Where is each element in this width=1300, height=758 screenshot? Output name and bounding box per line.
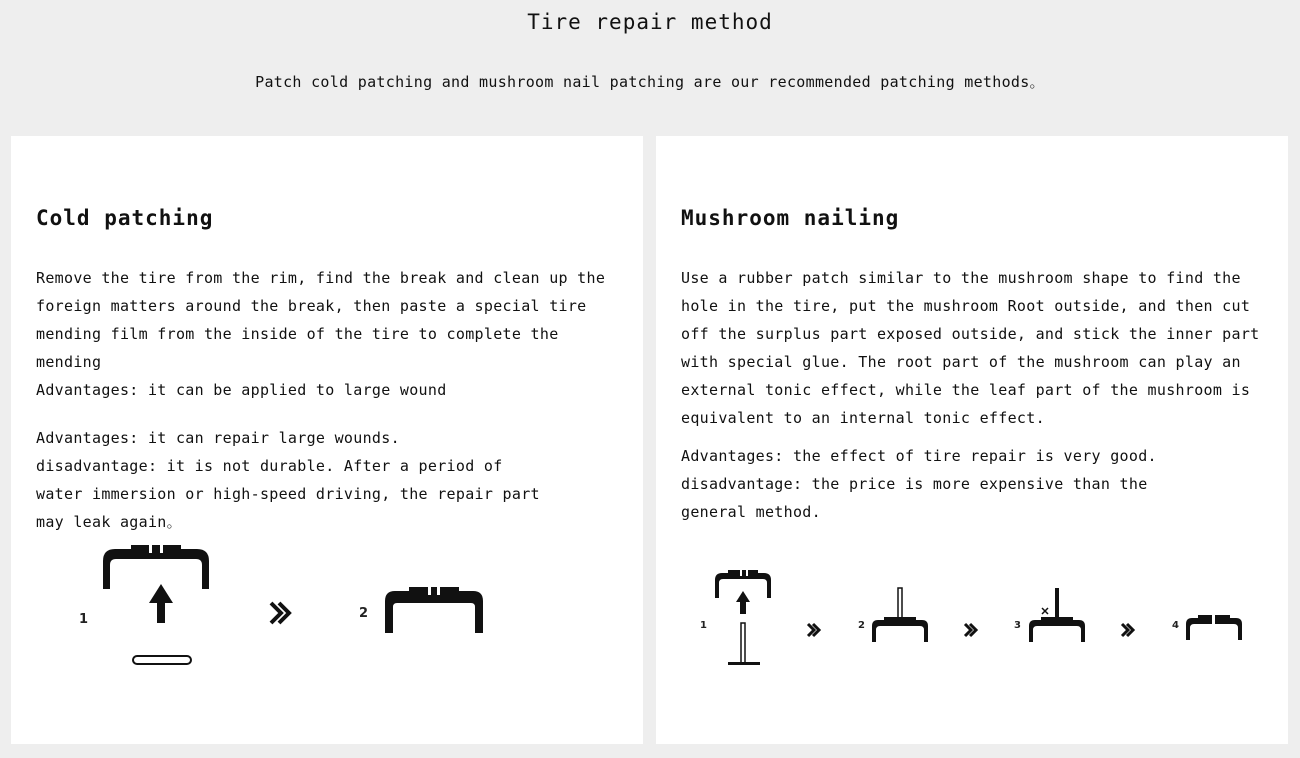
mushroom-nailing-diagram — [696, 566, 1256, 671]
mushroom-step-2-number: 2 — [858, 620, 865, 631]
cold-patching-disadvantage: disadvantage: it is not durable. After a period of water immersion or high-speed driving, the repair part may leak again。 — [36, 457, 540, 531]
mushroom-step-1-number: 1 — [700, 620, 707, 631]
mushroom-nailing-description: Use a rubber patch similar to the mushroom shape to find the hole in the tire, put the mushroom Root outside, and then cut off the surplus part exposed outside, and stick the inner part with special glue. The root part of the mushroom can play an external tonic effect, while the leaf part of the mushroom is equivalent to an internal tonic effect. — [681, 269, 1260, 427]
mushroom-nailing-advantages: Advantages: the effect of tire repair is very good. — [681, 447, 1157, 465]
up-arrow-icon — [736, 591, 750, 614]
mushroom-nailing-title: Mushroom nailing — [681, 206, 900, 230]
double-chevron-right-icon — [965, 624, 976, 636]
patched-tire-icon — [385, 587, 483, 633]
cold-step-2-number: 2 — [359, 606, 369, 621]
mushroom-nail-icon — [728, 623, 760, 665]
mushroom-nailing-card — [656, 136, 1288, 744]
cold-step-1-number: 1 — [79, 612, 89, 627]
cold-patching-body — [36, 264, 626, 536]
cold-patching-advantages: Advantages: it can repair large wounds. — [36, 429, 400, 447]
double-chevron-right-icon — [271, 603, 289, 623]
page-subtitle: Patch cold patching and mushroom nail patching are our recommended patching methods。 — [255, 73, 1045, 91]
cut-nail-icon — [1029, 588, 1085, 642]
mushroom-nailing-disadvantage: disadvantage: the price is more expensive than the general method. — [681, 475, 1148, 521]
cold-patching-card — [11, 136, 643, 744]
cold-patching-description: Remove the tire from the rim, find the break and clean up the foreign matters around the break, then paste a special tire mending film from the inside of the tire to complete the mending Advantages: it can be applied to large wound — [36, 269, 606, 399]
double-chevron-right-icon — [808, 624, 819, 636]
mushroom-nailing-body — [681, 264, 1271, 526]
double-chevron-right-icon — [1122, 624, 1133, 636]
up-arrow-icon — [149, 584, 173, 623]
tire-section-icon — [103, 545, 209, 589]
mushroom-step-4-number: 4 — [1172, 620, 1179, 631]
nail-in-tire-icon — [872, 588, 928, 642]
patch-film-icon — [133, 656, 191, 664]
cold-patching-diagram — [71, 541, 491, 681]
cold-patching-title: Cold patching — [36, 206, 214, 230]
mushroom-step-3-number: 3 — [1014, 620, 1021, 631]
repaired-tire-icon — [1186, 615, 1242, 640]
page-title: Tire repair method — [527, 10, 773, 34]
